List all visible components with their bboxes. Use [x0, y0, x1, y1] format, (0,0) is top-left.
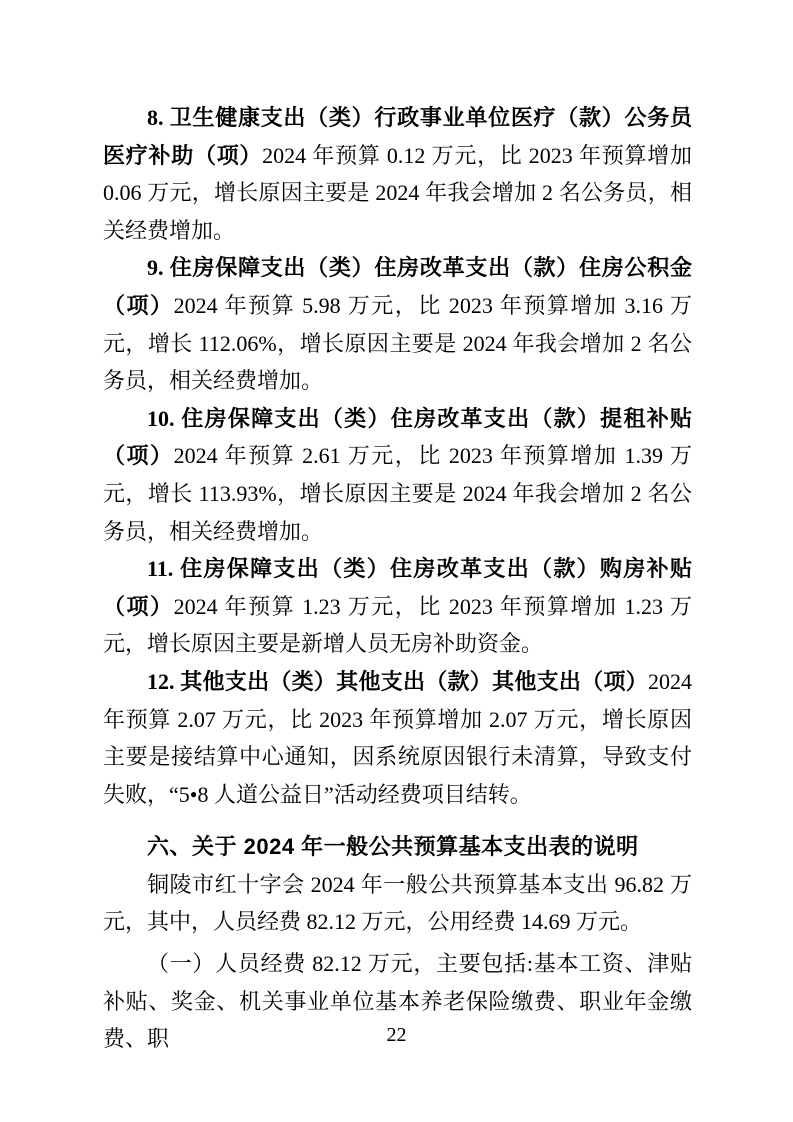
budget-item-body: 2024 年预算 0.12 万元，比 2023 年预算增加 0.06 万元，增长原因主要是 2024 年我会增加 2 名公务员，相关经费增加。	[103, 142, 692, 243]
budget-item-paragraph	[103, 550, 692, 663]
budget-item-paragraph	[103, 663, 692, 813]
budget-item-body: 2024 年预算 2.07 万元，比 2023 年预算增加 2.07 万元，增长原因主要是接结算中心通知，因系统原因银行未清算，导致支付失败，“5•8 人道公益日”活动经费项目结转。	[103, 668, 692, 807]
budget-item-lead: 9. 住房保障支出（类）住房改革支出（款）住房公积金（项）	[103, 255, 692, 318]
budget-item-body: 2024 年预算 5.98 万元，比 2023 年预算增加 3.16 万元，增长 112.06%，增长原因主要是 2024 年我会增加 2 名公务员，相关经费增加。	[103, 292, 692, 394]
budget-item-lead: 8. 卫生健康支出（类）行政事业单位医疗（款）公务员医疗补助（项）	[103, 105, 692, 168]
budget-item-paragraph	[103, 400, 692, 550]
budget-item-lead: 10. 住房保障支出（类）住房改革支出（款）提租补贴（项）	[103, 405, 692, 469]
budget-item-lead: 12. 其他支出（类）其他支出（款）其他支出（项）	[147, 668, 648, 694]
budget-item-paragraph	[103, 99, 692, 249]
page-content	[103, 99, 692, 1058]
section-six-heading: 六、关于 2024 年一般公共预算基本支出表的说明	[147, 834, 639, 860]
budget-item-body: 2024 年预算 1.23 万元，比 2023 年预算增加 1.23 万元，增长原因主要是新增人员无房补助资金。	[103, 593, 692, 657]
budget-item-lead: 11. 住房保障支出（类）住房改革支出（款）购房补贴（项）	[103, 556, 692, 619]
section-six-paragraph: 铜陵市红十字会 2024 年一般公共预算基本支出 96.82 万元，其中，人员经费 82.12 万元，公用经费 14.69 万元。	[103, 871, 692, 935]
page-number: 22	[386, 1024, 407, 1046]
section-six-paragraph: （一）人员经费 82.12 万元，主要包括:基本工资、津贴补贴、奖金、机关事业单位基本养老保险缴费、职业年金缴费、职	[103, 951, 692, 1052]
budget-item-body: 2024 年预算 2.61 万元，比 2023 年预算增加 1.39 万元，增长 113.93%，增长原因主要是 2024 年我会增加 2 名公务员，相关经费增加。	[103, 443, 692, 544]
budget-item-paragraph	[103, 249, 692, 399]
